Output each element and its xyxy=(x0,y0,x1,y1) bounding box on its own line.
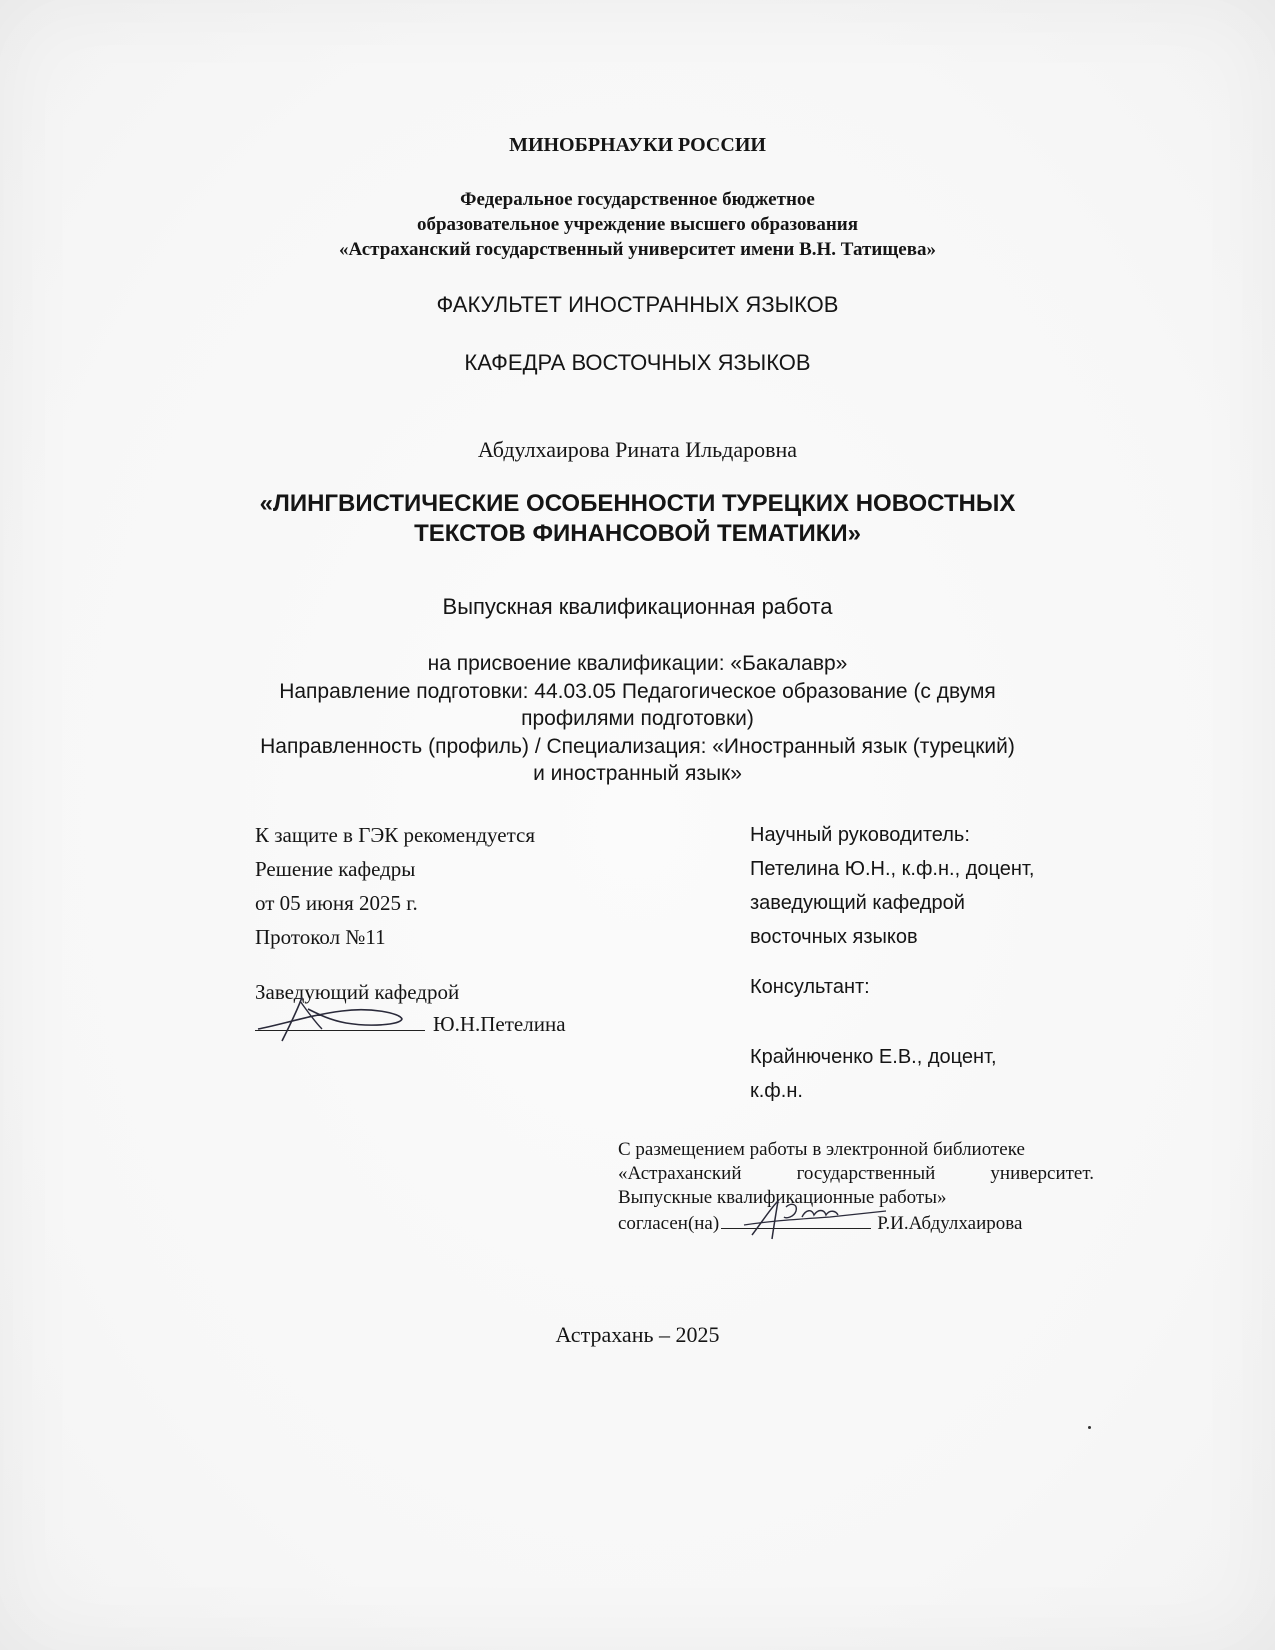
library-line-3: Выпускные квалификационные работы» xyxy=(618,1187,947,1208)
consultant-line: Крайнюченко Е.В., доцент, xyxy=(750,1046,997,1068)
faculty-name: ФАКУЛЬТЕТ ИНОСТРАННЫХ ЯЗЫКОВ xyxy=(436,292,839,317)
thesis-title-line-1: «ЛИНГВИСТИЧЕСКИЕ ОСОБЕННОСТИ ТУРЕЦКИХ НОВОСТНЫХ xyxy=(259,490,1016,517)
qualification: на присвоение квалификации: «Бакалавр» xyxy=(427,652,848,675)
consultant-label: Консультант: xyxy=(750,976,870,998)
head-signature xyxy=(250,985,420,1045)
consultant-line: к.ф.н. xyxy=(750,1080,803,1102)
head-label: Заведующий кафедрой xyxy=(255,980,460,1004)
scan-speck xyxy=(1088,1426,1091,1429)
head-name: Ю.Н.Петелина xyxy=(433,1012,566,1036)
defense-line: Протокол №11 xyxy=(255,925,386,949)
profile-line-2: и иностранный язык» xyxy=(533,762,742,785)
supervisor-block xyxy=(750,818,1034,954)
ministry-heading: МИНОБРНАУКИ РОССИИ xyxy=(509,134,766,156)
city-year: Астрахань – 2025 xyxy=(555,1322,720,1347)
consent-signer: Р.И.Абдулхаирова xyxy=(877,1213,1023,1234)
consultant-block xyxy=(750,1040,997,1108)
defense-recommendation xyxy=(255,818,535,954)
supervisor-line: заведующий кафедрой xyxy=(750,892,965,914)
agree-label: согласен(на) xyxy=(618,1213,720,1234)
supervisor-line: Петелина Ю.Н., к.ф.н., доцент, xyxy=(750,858,1035,880)
institution-line-3: «Астраханский государственный университет имени В.Н. Татищева» xyxy=(338,239,936,260)
defense-line: Решение кафедры xyxy=(255,857,416,881)
author-name: Абдулхаирова Рината Ильдаровна xyxy=(477,437,798,462)
supervisor-line: восточных языков xyxy=(750,926,918,948)
thesis-title-line-2: ТЕКСТОВ ФИНАНСОВОЙ ТЕМАТИКИ» xyxy=(414,520,861,547)
institution-line-1: Федеральное государственное бюджетное xyxy=(460,189,815,210)
profile-line-1: Направленность (профиль) / Специализация: «Иностранный язык (турецкий) xyxy=(260,735,1015,758)
direction-line-1: Направление подготовки: 44.03.05 Педагогическое образование (с двумя xyxy=(279,680,996,703)
supervisor-line: Научный руководитель: xyxy=(750,824,970,846)
defense-line: от 05 июня 2025 г. xyxy=(255,891,418,915)
direction-line-2: профилями подготовки) xyxy=(521,707,754,730)
library-line-1: С размещением работы в электронной библиотеке xyxy=(618,1139,1025,1160)
department-name: КАФЕДРА ВОСТОЧНЫХ ЯЗЫКОВ xyxy=(464,350,811,375)
defense-line: К защите в ГЭК рекомендуется xyxy=(255,823,536,847)
institution-line-2: образовательное учреждение высшего образования xyxy=(416,214,859,235)
author-signature xyxy=(740,1195,890,1243)
work-type: Выпускная квалификационная работа xyxy=(442,594,833,619)
library-line-2: «Астраханский государственный университет. xyxy=(618,1163,1094,1184)
